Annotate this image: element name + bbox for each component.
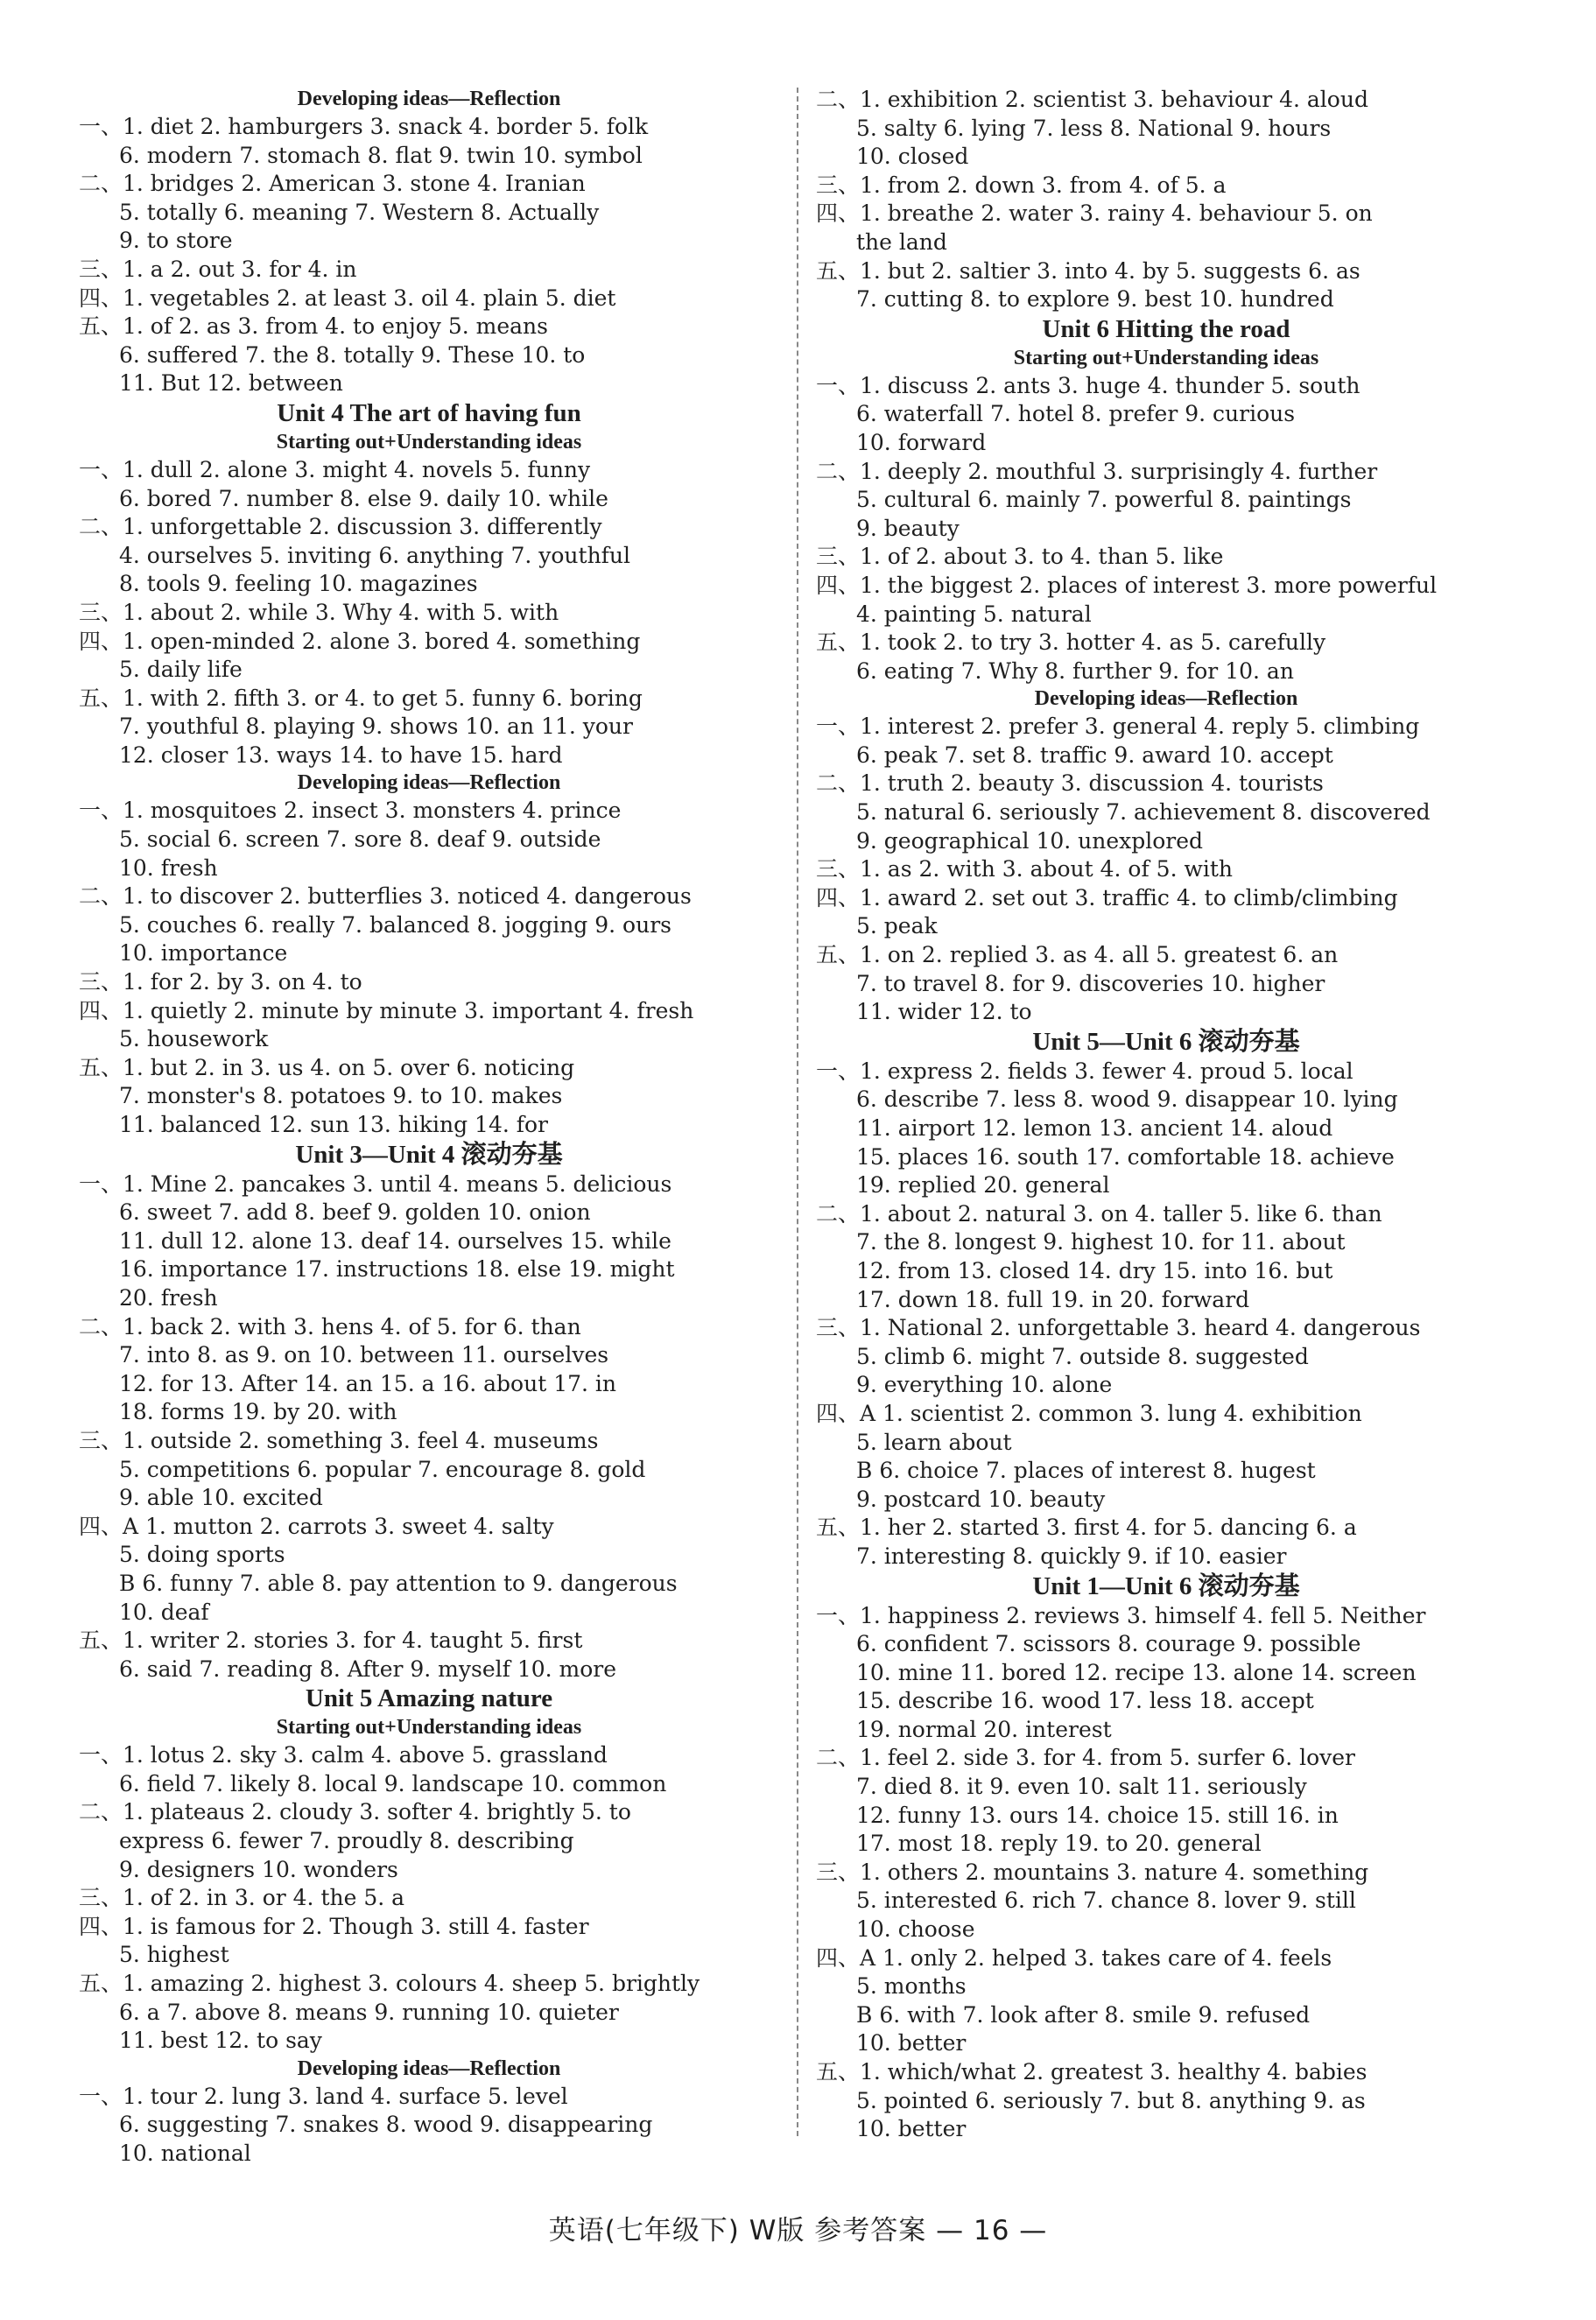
answer-line-continued: 11. balanced 12. sun 13. hiking 14. for (119, 1112, 549, 1137)
answer-line: 一、1. lotus 2. sky 3. calm 4. above 5. grassland (79, 1742, 608, 1768)
unit-heading: Unit 1—Unit 6 滚动夯基 (1032, 1571, 1300, 1600)
answer-line-continued: B 6. funny 7. able 8. pay attention to 9. dangerous (119, 1570, 678, 1596)
answer-line: 二、1. deeply 2. mouthful 3. surprisingly 4. further (816, 458, 1378, 484)
answer-line-continued: 6. suggesting 7. snakes 8. wood 9. disappearing (119, 2112, 653, 2138)
section-heading: Developing ideas—Reflection (297, 2056, 561, 2080)
answer-line: 五、1. her 2. started 3. first 4. for 5. dancing 6. a (816, 1515, 1357, 1541)
answer-line: 一、1. express 2. fields 3. fewer 4. proud 5. local (816, 1058, 1353, 1084)
answer-line-continued: 9. able 10. excited (119, 1485, 323, 1511)
answer-line-continued: 7. the 8. longest 9. highest 10. for 11. about (856, 1229, 1346, 1255)
answer-line-continued: 6. eating 7. Why 8. further 9. for 10. an (856, 657, 1294, 684)
answer-line-continued: 9. postcard 10. beauty (856, 1486, 1106, 1512)
answer-line: 二、1. feel 2. side 3. for 4. from 5. surfer 6. lover (816, 1745, 1356, 1771)
answer-line: 三、1. others 2. mountains 3. nature 4. something (816, 1859, 1369, 1885)
answer-line-continued: 9. designers 10. wonders (119, 1856, 398, 1882)
answer-line-continued: 6. bored 7. number 8. else 9. daily 10. while (119, 485, 608, 511)
section-heading: Starting out+Understanding ideas (276, 1716, 582, 1740)
answer-line: 二、1. unforgettable 2. discussion 3. differently (79, 514, 602, 540)
answer-line-continued: 19. normal 20. interest (856, 1716, 1112, 1742)
page-footer: 英语(七年级下) W版 参考答案 — 16 — (548, 2215, 1048, 2246)
answer-line-continued: 5. competitions 6. popular 7. encourage 8. gold (119, 1456, 646, 1482)
unit-heading: Unit 6 Hitting the road (1042, 314, 1290, 343)
answer-line: 三、1. for 2. by 3. on 4. to (79, 969, 362, 995)
section-heading: Starting out+Understanding ideas (276, 430, 582, 453)
answer-line-continued: 8. tools 9. feeling 10. magazines (119, 571, 478, 597)
answer-line-continued: 7. interesting 8. quickly 9. if 10. easier (856, 1543, 1287, 1569)
answer-line: 三、1. National 2. unforgettable 3. heard 4. dangerous (816, 1315, 1421, 1341)
unit-heading: Unit 5—Unit 6 滚动夯基 (1032, 1027, 1300, 1056)
answer-line: 一、1. diet 2. hamburgers 3. snack 4. border 5. folk (79, 114, 649, 139)
answer-line-continued: express 6. fewer 7. proudly 8. describing (119, 1828, 574, 1854)
answer-line-continued: 15. places 16. south 17. comfortable 18. achieve (856, 1143, 1395, 1170)
right-column (816, 86, 1516, 2144)
answer-line: 一、1. discuss 2. ants 3. huge 4. thunder 5. south (816, 372, 1360, 398)
answer-line-continued: 5. couches 6. really 7. balanced 8. jogging 9. ours (119, 911, 671, 938)
answer-line-continued: 10. deaf (119, 1599, 209, 1625)
answer-line: 三、1. a 2. out 3. for 4. in (79, 256, 357, 282)
answer-line-continued: 20. fresh (119, 1284, 218, 1311)
answer-line-continued: 7. youthful 8. playing 9. shows 10. an 11. your (119, 714, 633, 740)
answer-line-continued: 5. cultural 6. mainly 7. powerful 8. paintings (856, 487, 1352, 513)
answer-line: 一、1. happiness 2. reviews 3. himself 4. fell 5. Neither (816, 1602, 1426, 1628)
answer-line-continued: 10. choose (856, 1916, 975, 1943)
answer-line: 四、1. open-minded 2. alone 3. bored 4. something (79, 628, 641, 654)
answer-line-continued: 16. importance 17. instructions 18. else 19. might (119, 1256, 675, 1283)
answer-line: 三、1. as 2. with 3. about 4. of 5. with (816, 856, 1234, 882)
answer-line-continued: 11. airport 12. lemon 13. ancient 14. aloud (856, 1115, 1333, 1141)
answer-line: 三、1. outside 2. something 3. feel 4. museums (79, 1427, 599, 1453)
answer-line-continued: 5. pointed 6. seriously 7. but 8. anything 9. as (856, 2087, 1366, 2113)
answer-line-continued: 5. salty 6. lying 7. less 8. National 9. hours (856, 115, 1332, 141)
answer-line-continued: 17. most 18. reply 19. to 20. general (856, 1831, 1262, 1857)
answer-line-continued: the land (856, 228, 947, 255)
answer-line-continued: 11. But 12. between (119, 370, 343, 397)
answer-line: 五、1. but 2. saltier 3. into 4. by 5. suggests 6. as (816, 257, 1360, 284)
answer-line-continued: 11. wider 12. to (856, 999, 1032, 1025)
answer-line-continued: 10. better (856, 2116, 967, 2142)
answer-line-continued: 15. describe 16. wood 17. less 18. accept (856, 1688, 1314, 1714)
answer-line-continued: 5. highest (119, 1942, 229, 1968)
answer-line-continued: 7. cutting 8. to explore 9. best 10. hundred (856, 286, 1334, 313)
answer-line: 二、1. plateaus 2. cloudy 3. softer 4. brightly 5. to (79, 1799, 631, 1825)
answer-line: 三、1. of 2. in 3. or 4. the 5. a (79, 1885, 405, 1911)
answer-line: 三、1. about 2. while 3. Why 4. with 5. with (79, 599, 559, 625)
answer-line-continued: 6. peak 7. set 8. traffic 9. award 10. accept (856, 742, 1333, 768)
answer-line: 二、1. about 2. natural 3. on 4. taller 5. like 6. than (816, 1200, 1382, 1227)
answer-line: 一、1. mosquitoes 2. insect 3. monsters 4. prince (79, 798, 622, 824)
answer-line: 五、1. amazing 2. highest 3. colours 4. sheep 5. brightly (79, 1971, 700, 1997)
answer-line-continued: 5. daily life (119, 657, 243, 683)
answer-line-continued: 9. to store (119, 228, 233, 254)
answer-line: 二、1. exhibition 2. scientist 3. behaviour 4. aloud (816, 87, 1368, 112)
answer-line-continued: 10. closed (856, 144, 969, 170)
answer-line-continued: 6. field 7. likely 8. local 9. landscape 10. common (119, 1770, 667, 1796)
answer-line-continued: 4. painting 5. natural (856, 601, 1092, 627)
answer-line-continued: B 6. choice 7. places of interest 8. hugest (856, 1458, 1316, 1484)
answer-line-continued: 6. suffered 7. the 8. totally 9. These 10. to (119, 341, 586, 368)
unit-heading: Unit 4 The art of having fun (277, 398, 581, 427)
answer-line: 二、1. to discover 2. butterflies 3. noticed 4. dangerous (79, 883, 692, 910)
answer-line-continued: 11. dull 12. alone 13. deaf 14. ourselves 15. while (119, 1227, 671, 1254)
section-heading: Developing ideas—Reflection (297, 88, 561, 110)
answer-line: 四、A 1. mutton 2. carrots 3. sweet 4. salty (79, 1513, 554, 1539)
answer-line: 五、1. which/what 2. greatest 3. healthy 4. babies (816, 2059, 1367, 2084)
answer-line: 一、1. Mine 2. pancakes 3. until 4. means 5. delicious (79, 1171, 672, 1197)
answer-line: 四、1. vegetables 2. at least 3. oil 4. plain 5. diet (79, 285, 616, 311)
answer-line-continued: 10. fresh (119, 854, 218, 881)
answer-line-continued: 5. months (856, 1973, 967, 2000)
answer-line-continued: 10. national (119, 2141, 251, 2166)
answer-line: 一、1. dull 2. alone 3. might 4. novels 5. funny (79, 456, 591, 482)
answer-line-continued: 17. down 18. full 19. in 20. forward (856, 1286, 1250, 1312)
section-heading: Developing ideas—Reflection (1034, 687, 1298, 711)
answer-line: 五、1. of 2. as 3. from 4. to enjoy 5. means (79, 313, 548, 340)
answer-line: 五、1. writer 2. stories 3. for 4. taught 5. first (79, 1628, 583, 1654)
unit-heading: Unit 5 Amazing nature (305, 1684, 553, 1713)
answer-line-continued: 12. for 13. After 14. an 15. a 16. about 17. in (119, 1370, 616, 1396)
answer-line-continued: 11. best 12. to say (119, 2028, 322, 2054)
answer-line-continued: 12. closer 13. ways 14. to have 15. hard (119, 742, 563, 768)
answer-line-continued: 7. died 8. it 9. even 10. salt 11. seriously (856, 1774, 1307, 1800)
answer-line-continued: 5. doing sports (119, 1542, 285, 1568)
answer-line: 四、1. the biggest 2. places of interest 3. more powerful (816, 572, 1438, 598)
answer-line-continued: 4. ourselves 5. inviting 6. anything 7. youthful (119, 542, 631, 568)
section-heading: Starting out+Understanding ideas (1013, 346, 1319, 369)
answer-line: 四、1. breathe 2. water 3. rainy 4. behaviour 5. on (816, 200, 1373, 227)
unit-heading: Unit 3—Unit 4 滚动夯基 (295, 1140, 563, 1169)
answer-line-continued: 12. funny 13. ours 14. choice 15. still 16. in (856, 1802, 1339, 1828)
section-heading: Developing ideas—Reflection (297, 771, 561, 795)
answer-line-continued: 9. beauty (856, 515, 960, 541)
answer-line-continued: 5. interested 6. rich 7. chance 8. lover 9. still (856, 1888, 1356, 1914)
answer-line-continued: 19. replied 20. general (856, 1172, 1110, 1199)
answer-line: 五、1. on 2. replied 3. as 4. all 5. greatest 6. an (816, 942, 1339, 968)
answer-line-continued: 5. housework (119, 1026, 269, 1052)
answer-line: 三、1. of 2. about 3. to 4. than 5. like (816, 544, 1224, 570)
left-column (79, 86, 779, 2169)
answer-line-continued: 10. forward (856, 429, 987, 455)
answer-line-continued: 12. from 13. closed 14. dry 15. into 16. but (856, 1257, 1333, 1283)
answer-line: 五、1. but 2. in 3. us 4. on 5. over 6. noticing (79, 1054, 575, 1080)
answer-line-continued: 7. into 8. as 9. on 10. between 11. ourselves (119, 1342, 609, 1368)
answer-line: 四、A 1. scientist 2. common 3. lung 4. exhibition (816, 1400, 1362, 1426)
answer-line-continued: 5. social 6. screen 7. sore 8. deaf 9. outside (119, 826, 601, 853)
answer-line-continued: 6. said 7. reading 8. After 9. myself 10. more (119, 1656, 617, 1682)
column-divider (797, 88, 798, 2136)
answer-line-continued: 7. monster's 8. potatoes 9. to 10. makes (119, 1083, 563, 1109)
answer-line: 四、1. quietly 2. minute by minute 3. important 4. fresh (79, 997, 694, 1023)
answer-line-continued: 5. totally 6. meaning 7. Western 8. Actually (119, 199, 600, 225)
answer-line-continued: 6. modern 7. stomach 8. flat 9. twin 10. symbol (119, 142, 643, 168)
answer-line-continued: 6. waterfall 7. hotel 8. prefer 9. curious (856, 401, 1296, 427)
answer-line-continued: 10. better (856, 2030, 967, 2056)
answer-line-continued: 9. geographical 10. unexplored (856, 827, 1204, 854)
answer-line: 四、1. is famous for 2. Though 3. still 4. faster (79, 1913, 589, 1939)
answer-line: 一、1. interest 2. prefer 3. general 4. reply 5. climbing (816, 714, 1420, 740)
answer-line: 四、A 1. only 2. helped 3. takes care of 4. feels (816, 1944, 1332, 1971)
answer-line-continued: 5. climb 6. might 7. outside 8. suggested (856, 1343, 1309, 1369)
answer-line: 二、1. back 2. with 3. hens 4. of 5. for 6. than (79, 1313, 581, 1339)
answer-line-continued: 6. a 7. above 8. means 9. running 10. quieter (119, 1999, 619, 2025)
answer-line: 四、1. award 2. set out 3. traffic 4. to climb/climbing (816, 884, 1398, 910)
answer-line-continued: B 6. with 7. look after 8. smile 9. refused (856, 2001, 1311, 2028)
answer-line-continued: 5. peak (856, 913, 938, 939)
answer-line: 一、1. tour 2. lung 3. land 4. surface 5. level (79, 2083, 568, 2109)
answer-line: 五、1. with 2. fifth 3. or 4. to get 5. funny 6. boring (79, 685, 643, 711)
answer-line: 二、1. truth 2. beauty 3. discussion 4. tourists (816, 770, 1324, 797)
answer-line-continued: 5. learn about (856, 1429, 1012, 1455)
answer-line-continued: 5. natural 6. seriously 7. achievement 8. discovered (856, 799, 1431, 826)
answer-line-continued: 10. mine 11. bored 12. recipe 13. alone 14. screen (856, 1659, 1417, 1685)
answer-line: 二、1. bridges 2. American 3. stone 4. Iranian (79, 171, 586, 197)
answer-line-continued: 10. importance (119, 940, 288, 967)
answer-line: 三、1. from 2. down 3. from 4. of 5. a (816, 172, 1227, 198)
answer-line-continued: 18. forms 19. by 20. with (119, 1399, 397, 1425)
answer-line: 五、1. took 2. to try 3. hotter 4. as 5. carefully (816, 629, 1326, 656)
answer-line-continued: 7. to travel 8. for 9. discoveries 10. higher (856, 970, 1325, 996)
answer-line-continued: 6. describe 7. less 8. wood 9. disappear 10. lying (856, 1086, 1398, 1113)
answer-line-continued: 6. sweet 7. add 8. beef 9. golden 10. onion (119, 1199, 591, 1226)
answer-line-continued: 9. everything 10. alone (856, 1372, 1113, 1398)
answer-line-continued: 6. confident 7. scissors 8. courage 9. possible (856, 1631, 1361, 1657)
